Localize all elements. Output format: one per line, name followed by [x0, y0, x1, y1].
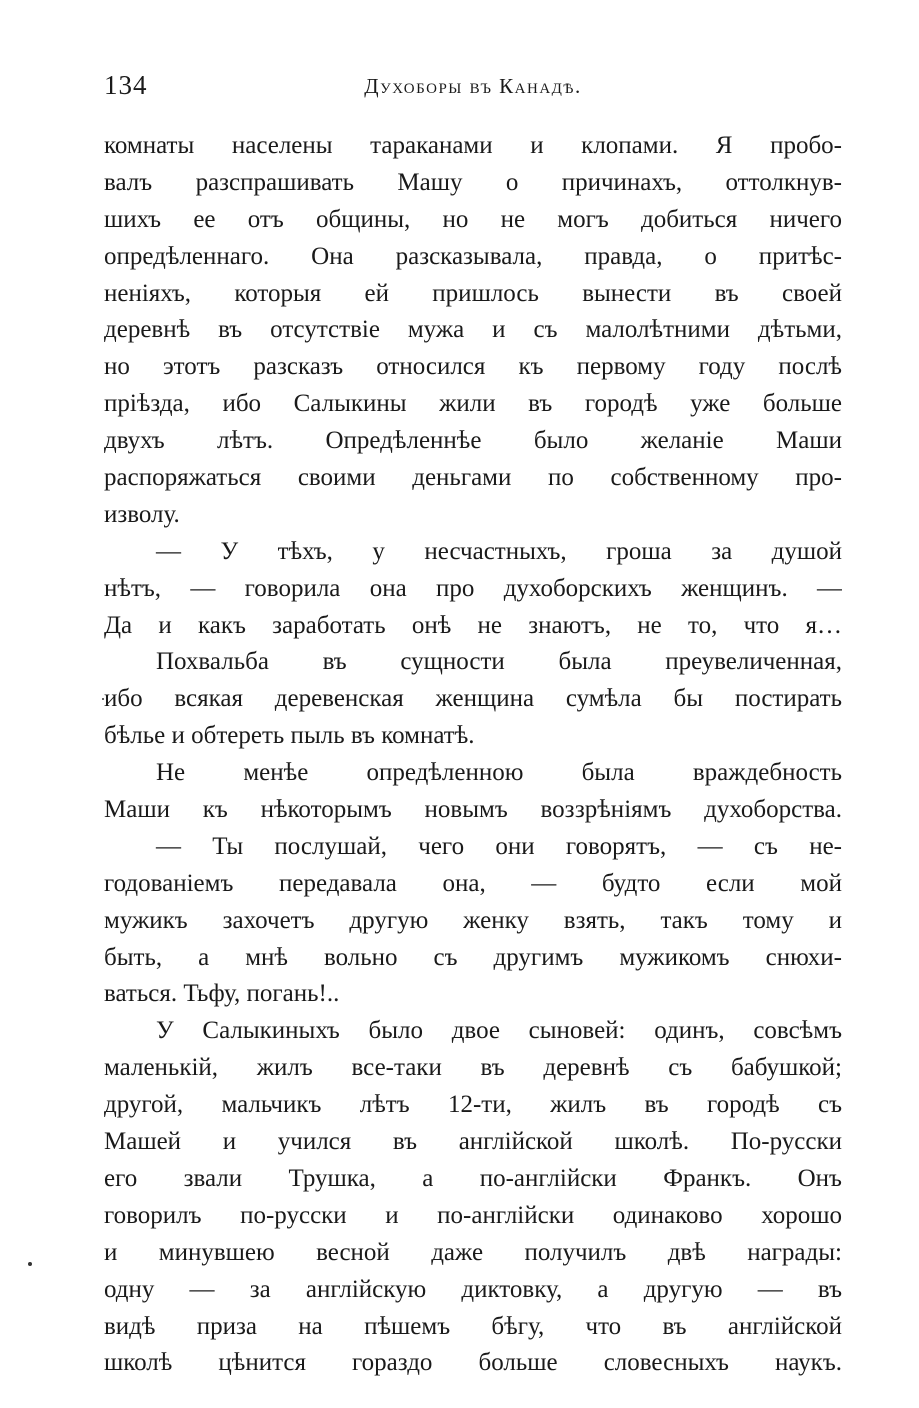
text-line: бѣлье и обтереть пыль въ комнатѣ.: [104, 722, 475, 750]
text-line: шихъ ее отъ общины, но не могъ добиться ничего: [104, 205, 842, 233]
text-line: но этотъ разсказъ относился къ первому году послѣ: [104, 353, 842, 381]
text-line: говорилъ по-русски и по-англійски одинаково хорошо: [104, 1201, 842, 1229]
text-line: годованіемъ передавала она, — будто если мой: [104, 869, 842, 897]
text-line: распоряжаться своими деньгами по собственному про-: [104, 464, 842, 492]
text-line: ваться. Тьфу, погань!..: [104, 980, 340, 1008]
text-line: быть, а мнѣ вольно съ другимъ мужикомъ снюхи-: [104, 943, 842, 971]
text-line: и минувшею весной даже получилъ двѣ награды:: [104, 1238, 842, 1266]
text-line: Маши къ нѣкоторымъ новымъ воззрѣніямъ духоборства.: [104, 796, 842, 824]
text-line: Не менѣе опредѣленною была враждебность: [156, 759, 842, 787]
print-speck: [102, 698, 104, 700]
text-line: его звали Трушка, а по-англійски Франкъ. Онъ: [104, 1164, 842, 1192]
text-line: одну — за англійскую диктовку, а другую — въ: [104, 1275, 842, 1303]
running-head: [104, 70, 842, 106]
text-line: неніяхъ, которыя ей пришлось вынести въ своей: [104, 279, 842, 307]
text-line: школѣ цѣнится гораздо больше словесныхъ наукъ.: [104, 1349, 842, 1377]
text-line: ибо всякая деревенская женщина сумѣла бы постирать: [104, 685, 842, 713]
text-line: — Ты послушай, чего они говорятъ, — съ не-: [156, 832, 842, 860]
text-line: — У тѣхъ, у несчастныхъ, гроша за душой: [156, 537, 842, 565]
text-line: пріѣзда, ибо Салыкины жили въ городѣ уже больше: [104, 390, 842, 418]
page-number: 134: [104, 70, 148, 100]
text-line: Похвальба въ сущности была преувеличенная,: [156, 648, 842, 676]
text-line: нѣтъ, — говорила она про духоборскихъ женщинъ. —: [104, 574, 842, 602]
text-line: другой, мальчикъ лѣтъ 12-ти, жилъ въ городѣ съ: [104, 1091, 842, 1119]
text-line: деревнѣ въ отсутствіе мужа и съ малолѣтними дѣтьми,: [104, 316, 842, 344]
print-speck: [28, 1262, 32, 1266]
text-line: комнаты населены тараканами и клопами. Я пробо-: [104, 132, 842, 159]
text-line: маленькій, жилъ все-таки въ деревнѣ съ бабушкой;: [104, 1054, 842, 1082]
text-line: Машей и учился въ англійской школѣ. По-русски: [104, 1128, 842, 1156]
running-title: Духоборы въ Канадѣ.: [364, 74, 582, 98]
text-line: изволу.: [104, 500, 180, 528]
text-line: Да и какъ заработать онѣ не знаютъ, не то, что я…: [104, 611, 842, 639]
text-line: У Салыкиныхъ было двое сыновей: одинъ, совсѣмъ: [156, 1017, 842, 1045]
text-line: опредѣленнаго. Она разсказывала, правда, о притѣс-: [104, 242, 842, 270]
text-line: двухъ лѣтъ. Опредѣленнѣе было желаніе Маши: [104, 427, 842, 455]
text-line: видѣ приза на пѣшемъ бѣгу, что въ англійской: [104, 1312, 842, 1340]
text-line: валъ разспрашивать Машу о причинахъ, оттолкнув-: [104, 168, 842, 196]
text-line: мужикъ захочетъ другую женку взять, такъ тому и: [104, 906, 842, 934]
body-text: [104, 128, 842, 1382]
